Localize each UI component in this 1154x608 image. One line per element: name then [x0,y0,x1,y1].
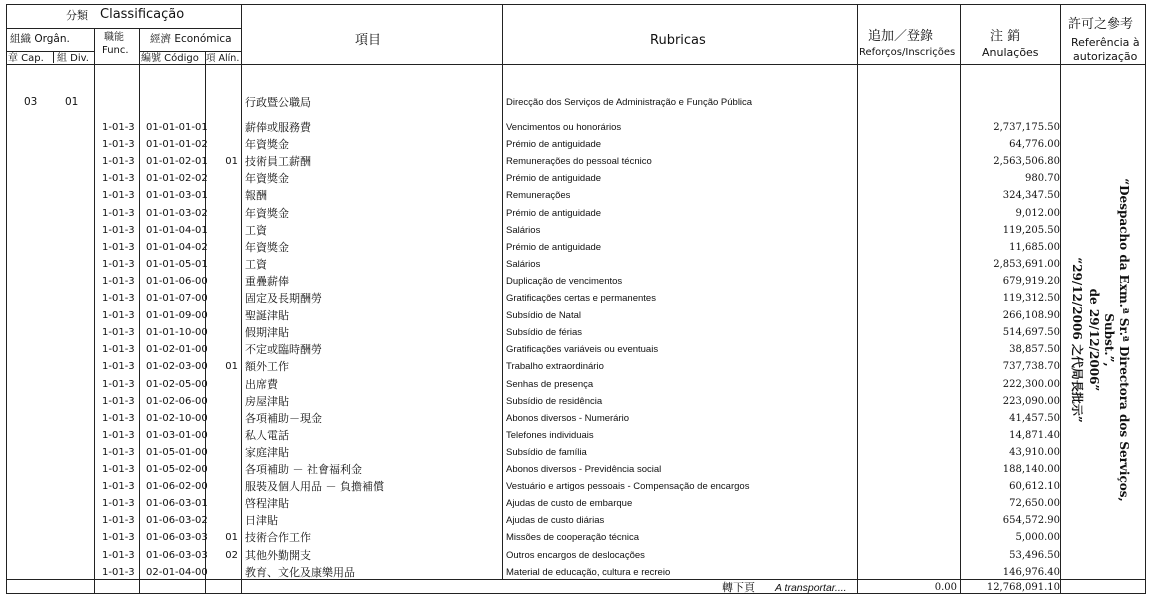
row-code: 01-01-01-02 [146,139,208,151]
row-amount: 188,140.00 [1002,464,1060,475]
row-zh: 家庭津貼 [245,445,289,459]
row-code: 01-01-06-00 [146,275,208,287]
footer-reforcos-total: 0.00 [934,582,957,593]
table-row [0,529,1154,546]
row-pt: Ajudas de custo de embarque [506,498,633,510]
header-itens-zh: 項目 [355,33,382,48]
table-row [0,512,1154,529]
header-organica: 組織 Orgân. [10,33,70,45]
table-row [0,273,1154,290]
row-zh: 工資 [245,257,267,271]
row-pt: Subsídio de residência [506,395,603,407]
row-zh: 年資獎金 [245,138,289,152]
table-row [0,239,1154,256]
row-amount: 9,012.00 [1015,207,1060,219]
row-code: 01-01-02-02 [146,173,208,185]
row-zh: 重疊薪俸 [245,274,289,288]
row-pt: Trabalho extraordinário [506,361,604,373]
row-code: 01-02-05-00 [146,378,208,390]
row-amount: 5,000.00 [1015,532,1060,544]
row-code: 01-01-05-01 [146,258,208,270]
row-amount: 43,910.00 [1009,446,1060,458]
row-pt: Salários [506,258,541,270]
row-pt: Abonos diversos - Previdência social [506,464,662,475]
row-alin: 01 [225,361,238,373]
table-row [0,478,1154,495]
row-pt: Abonos diversos - Numerário [506,412,630,424]
row-amount: 119,312.50 [1002,293,1060,304]
row-amount: 53,496.50 [1009,549,1060,561]
row-zh: 假期津貼 [245,326,289,340]
table-row [0,358,1154,375]
row-code: 01-01-03-02 [146,207,208,219]
row-amount: 38,857.50 [1009,344,1060,356]
row-func: 1-01-3 [102,275,135,287]
row-func: 1-01-3 [102,293,135,304]
row-code: 01-06-03-03 [146,549,208,561]
row-amount: 222,300.00 [1002,378,1060,390]
row-pt: Subsídio de família [506,446,587,458]
row-code: 01-01-04-01 [146,224,208,236]
header-reforcos-pt: Reforços/Inscrições [859,47,956,58]
header-referencia-zh: 許可之參考 [1068,17,1134,32]
despacho-line2: de 29/12/2006” [1087,288,1101,392]
row-code: 01-02-03-00 [146,361,208,373]
row-zh: 各項補助－現金 [245,411,322,425]
row-amount: 146,976.40 [1002,566,1060,578]
table-row [0,495,1154,512]
col-line-div [53,51,54,63]
row-code: 01-01-01-01 [146,122,208,133]
row-code: 01-05-01-00 [146,446,208,458]
row-pt: Gratificações variáveis ou eventuais [506,344,659,356]
row-zh: 技術員工薪酬 [245,155,311,169]
row-alin: 02 [225,549,238,561]
row-code: 01-01-02-01 [146,156,208,168]
header-anulacoes-pt: Anulações [982,46,1039,59]
header-capitulo: 章 Cap. [8,53,44,64]
row-pt: Salários [506,224,541,236]
row-zh: 各項補助 － 社會福利金 [245,463,362,476]
header-economica: 經濟 Económica [150,33,232,45]
despacho-note [1069,175,1131,505]
row-pt: Remunerações [506,190,571,202]
row-func: 1-01-3 [102,156,135,168]
row-func: 1-01-3 [102,464,135,475]
row-func: 1-01-3 [102,446,135,458]
table-row [0,341,1154,358]
row-zh: 技術合作工作 [245,531,311,545]
row-zh: 不定或臨時酬勞 [245,343,322,357]
header-line-2 [6,51,94,52]
header-classificacao-zh: 分類 [66,9,88,22]
row-code: 01-02-10-00 [146,412,208,424]
row-code: 01-01-03-01 [146,190,208,202]
row-code: 01-02-01-00 [146,344,208,356]
row-pt: Subsídio de férias [506,327,583,339]
row-code: 01-06-03-01 [146,498,208,510]
row-func: 1-01-3 [102,139,135,151]
row-pt: Remunerações do pessoal técnico [506,156,652,168]
row-amount: 266,108.90 [1002,310,1060,322]
row-func: 1-01-3 [102,395,135,407]
row-func: 1-01-3 [102,412,135,424]
row-code: 01-02-06-00 [146,395,208,407]
table-row [0,136,1154,153]
row-code: 01-06-03-02 [146,515,208,527]
row-code: 01-06-02-00 [146,481,208,493]
row-amount: 14,871.40 [1009,429,1060,441]
footer-transportar-pt: A transportar.... [775,582,847,594]
row-zh: 額外工作 [245,360,289,374]
row-func: 1-01-3 [102,566,135,578]
table-row [0,444,1154,461]
row-func: 1-01-3 [102,378,135,390]
row-pt: Ajudas de custo diárias [506,515,605,527]
row-code: 01-06-03-03 [146,532,208,544]
header-divisao: 組 Div. [57,53,89,64]
header-codigo: 編號 Código [141,53,199,64]
row-func: 1-01-3 [102,549,135,561]
row-zh: 啓程津貼 [245,497,289,511]
table-row [0,564,1154,581]
row-pt: Duplicação de vencimentos [506,275,623,287]
row-amount: 2,853,691.00 [993,258,1060,270]
row-func: 1-01-3 [102,258,135,270]
table-row [0,153,1154,170]
header-referencia-pt2: autorização [1073,50,1138,63]
row-code: 01-01-04-02 [146,241,208,253]
row-pt: Prémio de antiguidade [506,241,602,253]
row-amount: 11,685.00 [1009,241,1060,253]
table-row [0,170,1154,187]
table-row [0,393,1154,410]
section-name-zh: 行政暨公職局 [245,96,311,109]
row-func: 1-01-3 [102,173,135,185]
row-zh: 房屋津貼 [245,394,289,408]
row-pt: Missões de cooperação técnica [506,532,640,544]
row-pt: Vestuário e artigos pessoais - Compensação de encargos [506,481,750,493]
header-line-2b [139,51,241,52]
row-func: 1-01-3 [102,429,135,441]
row-func: 1-01-3 [102,361,135,373]
row-zh: 教育、文化及康樂用品 [245,565,355,579]
header-funcional-pt: Func. [102,45,129,56]
table-row [0,205,1154,222]
table-row [0,376,1154,393]
row-amount: 679,919.20 [1002,275,1060,287]
row-func: 1-01-3 [102,241,135,253]
despacho-line3: “29/12/2006 之代局長批示” [1070,257,1084,423]
row-func: 1-01-3 [102,481,135,493]
table-row [0,222,1154,239]
table-row [0,256,1154,273]
row-amount: 514,697.50 [1002,327,1060,339]
row-alin: 01 [225,532,238,544]
row-amount: 64,776.00 [1009,139,1060,151]
row-code: 01-03-01-00 [146,429,208,441]
row-func: 1-01-3 [102,515,135,527]
row-func: 1-01-3 [102,310,135,322]
row-zh: 工資 [245,223,267,237]
row-pt: Subsídio de Natal [506,310,581,322]
row-zh: 聖誕津貼 [245,309,289,323]
row-pt: Prémio de antiguidade [506,139,602,151]
row-zh: 年資獎金 [245,172,289,186]
row-pt: Material de educação, cultura e recreio [506,566,671,578]
row-amount: 2,563,506.80 [993,156,1060,168]
row-zh: 年資獎金 [245,240,289,254]
row-zh: 日津貼 [245,514,278,528]
row-zh: 服裝及個人用品 － 負擔補償 [245,480,384,494]
row-amount: 119,205.50 [1002,224,1060,236]
row-pt: Senhas de presença [506,378,594,390]
header-reforcos-zh: 追加／登錄 [868,29,934,44]
row-pt: Vencimentos ou honorários [506,122,622,133]
table-row [0,427,1154,444]
table-row [0,290,1154,307]
row-amount: 72,650.00 [1009,498,1060,510]
header-anulacoes-zh: 注 銷 [990,29,1021,44]
row-func: 1-01-3 [102,122,135,133]
row-zh: 其他外勤開支 [245,548,311,562]
row-amount: 2,737,175.50 [993,122,1060,133]
row-func: 1-01-3 [102,344,135,356]
row-func: 1-01-3 [102,224,135,236]
row-code: 01-05-02-00 [146,464,208,475]
table-row [0,547,1154,564]
footer-transportar-zh: 轉下頁 [722,581,755,594]
row-func: 1-01-3 [102,532,135,544]
row-zh: 年資獎金 [245,206,289,220]
footer-anulacoes-total: 12,768,091.10 [986,582,1060,593]
row-pt: Prémio de antiguidade [506,207,602,219]
table-row [0,410,1154,427]
row-func: 1-01-3 [102,190,135,202]
row-zh: 私人電話 [245,428,289,442]
row-amount: 41,457.50 [1009,412,1060,424]
row-func: 1-01-3 [102,327,135,339]
row-func: 1-01-3 [102,498,135,510]
header-line-1 [6,28,241,29]
table-row [0,324,1154,341]
header-classificacao-pt: Classificação [100,7,185,22]
header-referencia-pt1: Referência à [1071,36,1140,49]
row-amount: 980.70 [1025,173,1060,185]
row-pt: Gratificações certas e permanentes [506,293,656,304]
header-funcional-zh: 職能 [104,32,124,43]
table-row [0,307,1154,324]
row-pt: Outros encargos de deslocações [506,549,645,561]
section-cap: 03 [24,96,38,108]
row-amount: 223,090.00 [1002,395,1060,407]
row-zh: 出席費 [245,377,278,391]
table-row [0,187,1154,204]
section-name-pt: Direcção dos Serviços de Administração e Função Pública [506,97,753,108]
table-row [0,461,1154,478]
row-func: 1-01-3 [102,207,135,219]
table-row [0,119,1154,136]
row-pt: Prémio de antiguidade [506,173,602,185]
row-amount: 737,738.70 [1002,361,1060,373]
row-zh: 報酬 [245,189,267,203]
row-zh: 固定及長期酬勞 [245,292,322,305]
row-code: 01-01-07-00 [146,293,208,304]
row-code: 01-01-09-00 [146,310,208,322]
row-zh: 薪俸或服務費 [245,121,311,134]
row-amount: 654,572.90 [1002,515,1060,527]
row-alin: 01 [225,156,238,168]
header-alinea: 項 Alín. [206,53,240,64]
row-code: 02-01-04-00 [146,566,208,578]
row-pt: Telefones individuais [506,429,594,441]
header-rubricas: Rubricas [650,33,706,48]
row-amount: 60,612.10 [1009,481,1060,493]
row-amount: 324,347.50 [1002,190,1060,202]
section-div: 01 [65,96,79,108]
despacho-line1: “Despacho da Exm.ª Sr.ª Directora dos Serviços, Subst.”, [1102,178,1131,502]
row-code: 01-01-10-00 [146,327,208,339]
